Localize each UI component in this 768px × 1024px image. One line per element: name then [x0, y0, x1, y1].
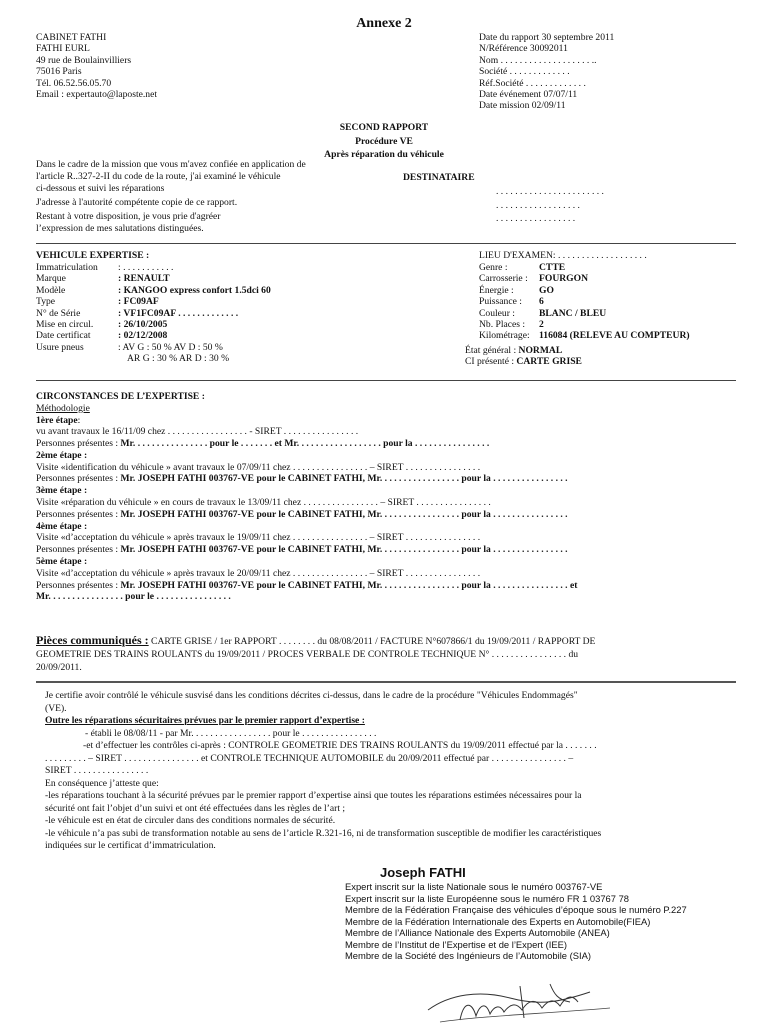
meta-line: Réf.Société . . . . . . . . . . . . .: [479, 77, 586, 89]
vehicle-row: [36, 330, 271, 341]
credential-line: Membre de la Fédération Internationale des Experts en Automobile(FIEA): [345, 915, 651, 927]
vehicle-row: [36, 308, 271, 319]
ci-label: CI présenté :: [465, 356, 515, 367]
intro-line: Restant à votre disposition, je vous prie d'agréer: [36, 210, 221, 222]
vehicle-value: : KANGOO express confort 1.5dci 60: [118, 284, 271, 296]
vehicle-label: Kilométrage:: [479, 330, 530, 342]
cert-line: indiquées sur le certificat d’immatriculation.: [45, 840, 216, 851]
cabinet-line: CABINET FATHI: [36, 32, 107, 43]
intro: [36, 159, 306, 235]
vehicle-label: Énergie :: [479, 284, 514, 296]
meta-line: Nom . . . . . . . . . . . . . . . . . . . ..: [479, 54, 597, 66]
destinataire-label: DESTINATAIRE: [403, 172, 475, 183]
cabinet-line: Tél. 06.52.56.05.70: [36, 77, 112, 89]
intro-line: Dans le cadre de la mission que vous m'avez confiée en application de: [36, 159, 306, 170]
circonstances-heading: CIRCONSTANCES DE L’EXPERTISE :: [36, 391, 205, 402]
step-persons-label: Personnes présentes :: [36, 544, 121, 556]
vehicle-value: FOURGON: [539, 273, 589, 285]
cert-line: -et d’effectuer les contrôles ci-après : CONTROLE GEOMETRIE DES TRAINS ROULANTS du 19/09/2011 effectué par la . . . . . . .: [83, 740, 597, 751]
meta-line: Date mission 02/09/11: [479, 100, 566, 112]
step-visit: Visite «réparation du véhicule » en cours de travaux le 13/09/11 chez . . . . . . . . . . . . . . . . – SIRET . . . . . . . . . . . . . . . .: [36, 497, 491, 509]
vehicle-value: : VF1FC09AF . . . . . . . . . . . . .: [118, 307, 239, 319]
step-persons-label: Personnes présentes :: [36, 508, 121, 520]
cabinet-line: 75016 Paris: [36, 66, 82, 78]
step: [36, 521, 577, 556]
cabinet-line: 49 rue de Boulainvilliers: [36, 54, 132, 66]
step-title: 5ème étape :: [36, 556, 88, 568]
step-visit: Visite «identification du véhicule » avant travaux le 07/09/11 chez . . . . . . . . . . . . . . . . – SIRET . . . . . . . . . . . . . . . .: [36, 461, 481, 473]
step: [36, 556, 577, 603]
vehicle-label: N° de Série: [36, 307, 81, 319]
vehicle-label: Carrosserie :: [479, 273, 528, 285]
vehicle-row: [479, 262, 690, 273]
vehicle-label: Type: [36, 296, 56, 308]
step-title: 1ère étape: [36, 414, 78, 426]
vehicle-label: Date certificat: [36, 330, 91, 342]
credential-line: Membre de la Société des Ingénieurs de l’Automobile (SIA): [345, 950, 591, 961]
ci-value: CARTE GRISE: [514, 356, 582, 367]
exam-place: LIEU D'EXAMEN: . . . . . . . . . . . . . . . . . . .: [479, 250, 647, 261]
vehicle-row: [479, 285, 690, 296]
tyres-row: [36, 353, 271, 364]
step-title-suffix: :: [77, 414, 81, 426]
step-persons-label: Personnes présentes :: [36, 579, 121, 591]
cert-line: SIRET . . . . . . . . . . . . . . . .: [45, 765, 149, 776]
divider: [36, 380, 736, 381]
vehicle-row: [36, 296, 271, 307]
vehicle-row: [479, 319, 690, 330]
step-persons-label: Personnes présentes :: [36, 438, 121, 450]
credential-line: Membre de la Fédération Française des véhicules d’époque sous le numéro P.227: [345, 904, 687, 915]
pieces: [36, 634, 595, 674]
vehicle-details-left: [36, 262, 271, 365]
step: [36, 485, 577, 520]
pieces-line: 20/09/2011.: [36, 662, 82, 673]
step-visit-text: vu avant travaux le 16/11/09 chez . . . . . . . . . . . . . . . . . - SIRET . . . . . . . . . . . . . . . .: [36, 426, 359, 438]
certification: [45, 690, 601, 853]
report-title-line: SECOND RAPPORT: [339, 122, 429, 133]
vehicle-label: Modèle: [36, 284, 66, 296]
vehicle-value: : RENAULT: [118, 273, 170, 285]
methodologie: Méthodologie: [36, 403, 90, 414]
etat-label: État général :: [465, 345, 517, 356]
cert-consequence: En conséquence j’atteste que:: [45, 777, 159, 789]
vehicle-value: 116084 (RELEVE AU COMPTEUR): [539, 330, 690, 342]
vehicle-label: Genre :: [479, 262, 508, 273]
intro-line: l'article R..327-2-II du code de la route, j'ai examiné le véhicule: [36, 170, 281, 182]
cert-line: Je certifie avoir contrôlé le véhicule susvisé dans les conditions décrites ci-dessus, dans le cadre de la procédure "Véhicules Endommagés": [45, 690, 578, 701]
vehicle-row: [36, 262, 271, 273]
vehicle-value: 6: [539, 296, 544, 308]
step-title: 4ème étape :: [36, 520, 88, 532]
vehicle-label: Puissance :: [479, 296, 522, 308]
cabinet-email: Email : expertauto@laposte.net: [36, 89, 157, 101]
pieces-line: CARTE GRISE / 1er RAPPORT . . . . . . . . du 08/08/2011 / FACTURE N°607866/1 du 19/09/2011 / RAPPORT DE: [148, 636, 596, 647]
vehicle-value: GO: [539, 284, 554, 296]
vehicle-details-right: [479, 262, 690, 342]
cabinet-address: [36, 32, 157, 100]
report-meta: [479, 32, 614, 112]
vehicle-value: 2: [539, 319, 544, 331]
tyres-rear: AR G : 30 % AR D : 30 %: [127, 353, 230, 365]
intro-line: ci-dessous et suivi les réparations: [36, 183, 165, 194]
handwritten-signature: [420, 980, 620, 1024]
step: [36, 450, 577, 485]
cert-outre: Outre les réparations sécuritaires prévues par le premier rapport d’expertise :: [45, 715, 365, 726]
circonstances: [36, 391, 577, 603]
step-persons: Mr. JOSEPH FATHI 003767-VE pour le CABINET FATHI, Mr. . . . . . . . . . . . . . . . . pour la . . . . . . . . . . . . . . . .: [120, 508, 568, 520]
cert-line: -le véhicule est en état de circuler dans des conditions normales de sécurité.: [45, 815, 336, 826]
report-title: [0, 121, 768, 162]
tyres-row: [36, 342, 271, 353]
vehicle-label: Marque: [36, 273, 66, 285]
report-title-line: Procédure VE: [355, 135, 413, 147]
etat-general: [465, 345, 562, 356]
vehicle-row: [479, 296, 690, 307]
credential-line: Membre de l’Institut de l’Expertise et de l’Expert (IEE): [345, 938, 567, 950]
meta-line: Date du rapport 30 septembre 2011: [479, 32, 615, 43]
vehicle-row: [36, 319, 271, 330]
vehicle-value: : FC09AF: [118, 296, 159, 308]
cabinet-line: FATHI EURL: [36, 43, 90, 55]
meta-line: Société . . . . . . . . . . . . .: [479, 66, 570, 78]
intro-line: J'adresse à l'autorité compétente copie de ce rapport.: [36, 196, 238, 208]
vehicle-label: Nb. Places :: [479, 319, 526, 331]
cert-line: . . . . . . . . . – SIRET . . . . . . . . . . . . . . . . et CONTROLE TECHNIQUE AUTOMOBILE du 20/09/2011 effectué par . . . . . . . . . . . . . . . . –: [45, 752, 574, 764]
intro-line: l’expression de mes salutations distinguées.: [36, 223, 204, 234]
credential-line: Expert inscrit sur la liste Nationale sous le numéro 003767-VE: [345, 881, 603, 892]
cert-line: -les réparations touchant à la sécurité prévues par le premier rapport d’expertise ainsi que toutes les réparations estimées nécessaires pour la: [45, 790, 582, 801]
vehicle-value: : 02/12/2008: [118, 330, 168, 342]
vehicle-value: CTTE: [539, 262, 566, 273]
credential-line: Membre de l’Alliance Nationale des Experts Automobile (ANEA): [345, 927, 610, 938]
vehicle-value: : . . . . . . . . . . .: [118, 262, 174, 273]
vehicle-row: [479, 308, 690, 319]
destinataire-line: . . . . . . . . . . . . . . . . . .: [496, 200, 580, 211]
pieces-label: Pièces communiqués :: [36, 633, 149, 647]
step: [36, 415, 577, 450]
cert-line: -le véhicule n’a pas subi de transformation notable au sens de l’article R.321-16, ni de transformation susceptible de modifier les caractéristiques: [45, 827, 602, 839]
step-persons-label: Personnes présentes :: [36, 473, 121, 485]
destinataire-line: . . . . . . . . . . . . . . . . . . . . . . .: [496, 186, 604, 197]
vehicle-row: [36, 273, 271, 284]
step-persons: Mr. . . . . . . . . . . . . . . . pour le . . . . . . . et Mr. . . . . . . . . . . . . . . . . . pour la . . . . . . . . . . . . . . . .: [120, 438, 490, 450]
destinataire-line: . . . . . . . . . . . . . . . . .: [496, 213, 576, 224]
tyres-front: : AV G : 50 % AV D : 50 %: [118, 341, 223, 353]
signatory-name: Joseph FATHI: [380, 865, 466, 880]
step-visit: [36, 426, 577, 438]
vehicle-label: Immatriculation: [36, 262, 98, 273]
meta-line: Date événement 07/07/11: [479, 89, 578, 101]
vehicle-row: [479, 273, 690, 284]
step-visit: Visite «d’acceptation du véhicule » après travaux le 19/09/11 chez . . . . . . . . . . . . . . . . – SIRET . . . . . . . . . . . . . . . .: [36, 532, 481, 544]
step-persons: Mr. JOSEPH FATHI 003767-VE pour le CABINET FATHI, Mr. . . . . . . . . . . . . . . . . pour la . . . . . . . . . . . . . . . .: [120, 544, 568, 556]
vehicle-heading: VEHICULE EXPERTISE :: [36, 250, 150, 261]
page-title: Annexe 2: [356, 16, 412, 31]
vehicle-row: [36, 285, 271, 296]
vehicle-label: Couleur :: [479, 307, 515, 319]
divider: [36, 681, 736, 683]
ci-presente: [465, 356, 582, 367]
vehicle-value: : 26/10/2005: [118, 319, 168, 331]
tyres-label: Usure pneus: [36, 341, 84, 353]
step-persons-extra: Mr. . . . . . . . . . . . . . . . pour le . . . . . . . . . . . . . . . .: [36, 591, 231, 603]
step-persons: Mr. JOSEPH FATHI 003767-VE pour le CABINET FATHI, Mr. . . . . . . . . . . . . . . . . pour la . . . . . . . . . . . . . . . .: [120, 473, 568, 485]
cert-line: - établi le 08/08/11 - par Mr. . . . . . . . . . . . . . . . . pour le . . . . . . . . . . . . . . . .: [85, 727, 377, 739]
vehicle-row: [479, 330, 690, 341]
step-title: 2ème étape :: [36, 449, 88, 461]
vehicle-label: Mise en circul.: [36, 319, 94, 331]
cert-line: sécurité ont fait l’objet d’un suivi et ont été effectuées dans les règles de l’art ;: [45, 802, 346, 814]
pieces-line: GEOMETRIE DES TRAINS ROULANTS du 19/09/2011 / PROCES VERBALE DE CONTROLE TECHNIQUE N° . . . . . . . . . . . . . . . . du: [36, 649, 579, 660]
meta-line: N/Référence 30092011: [479, 43, 568, 55]
cert-line: (VE).: [45, 702, 67, 714]
step-visit: Visite «d’acceptation du véhicule » après travaux le 20/09/11 chez . . . . . . . . . . . . . . . . – SIRET . . . . . . . . . . . . . . . .: [36, 567, 481, 579]
divider: [36, 243, 736, 244]
signatory-credentials: [345, 881, 687, 962]
step-title: 3ème étape :: [36, 485, 88, 497]
etat-value: NORMAL: [516, 345, 563, 356]
step-persons: Mr. JOSEPH FATHI 003767-VE pour le CABINET FATHI, Mr. . . . . . . . . . . . . . . . . pour la . . . . . . . . . . . . . . . . et: [120, 579, 578, 591]
credential-line: Expert inscrit sur la liste Européenne sous le numéro FR 1 03767 78: [345, 892, 630, 904]
vehicle-value: BLANC / BLEU: [539, 307, 607, 319]
report-title-line: Après réparation du véhicule: [324, 149, 444, 160]
